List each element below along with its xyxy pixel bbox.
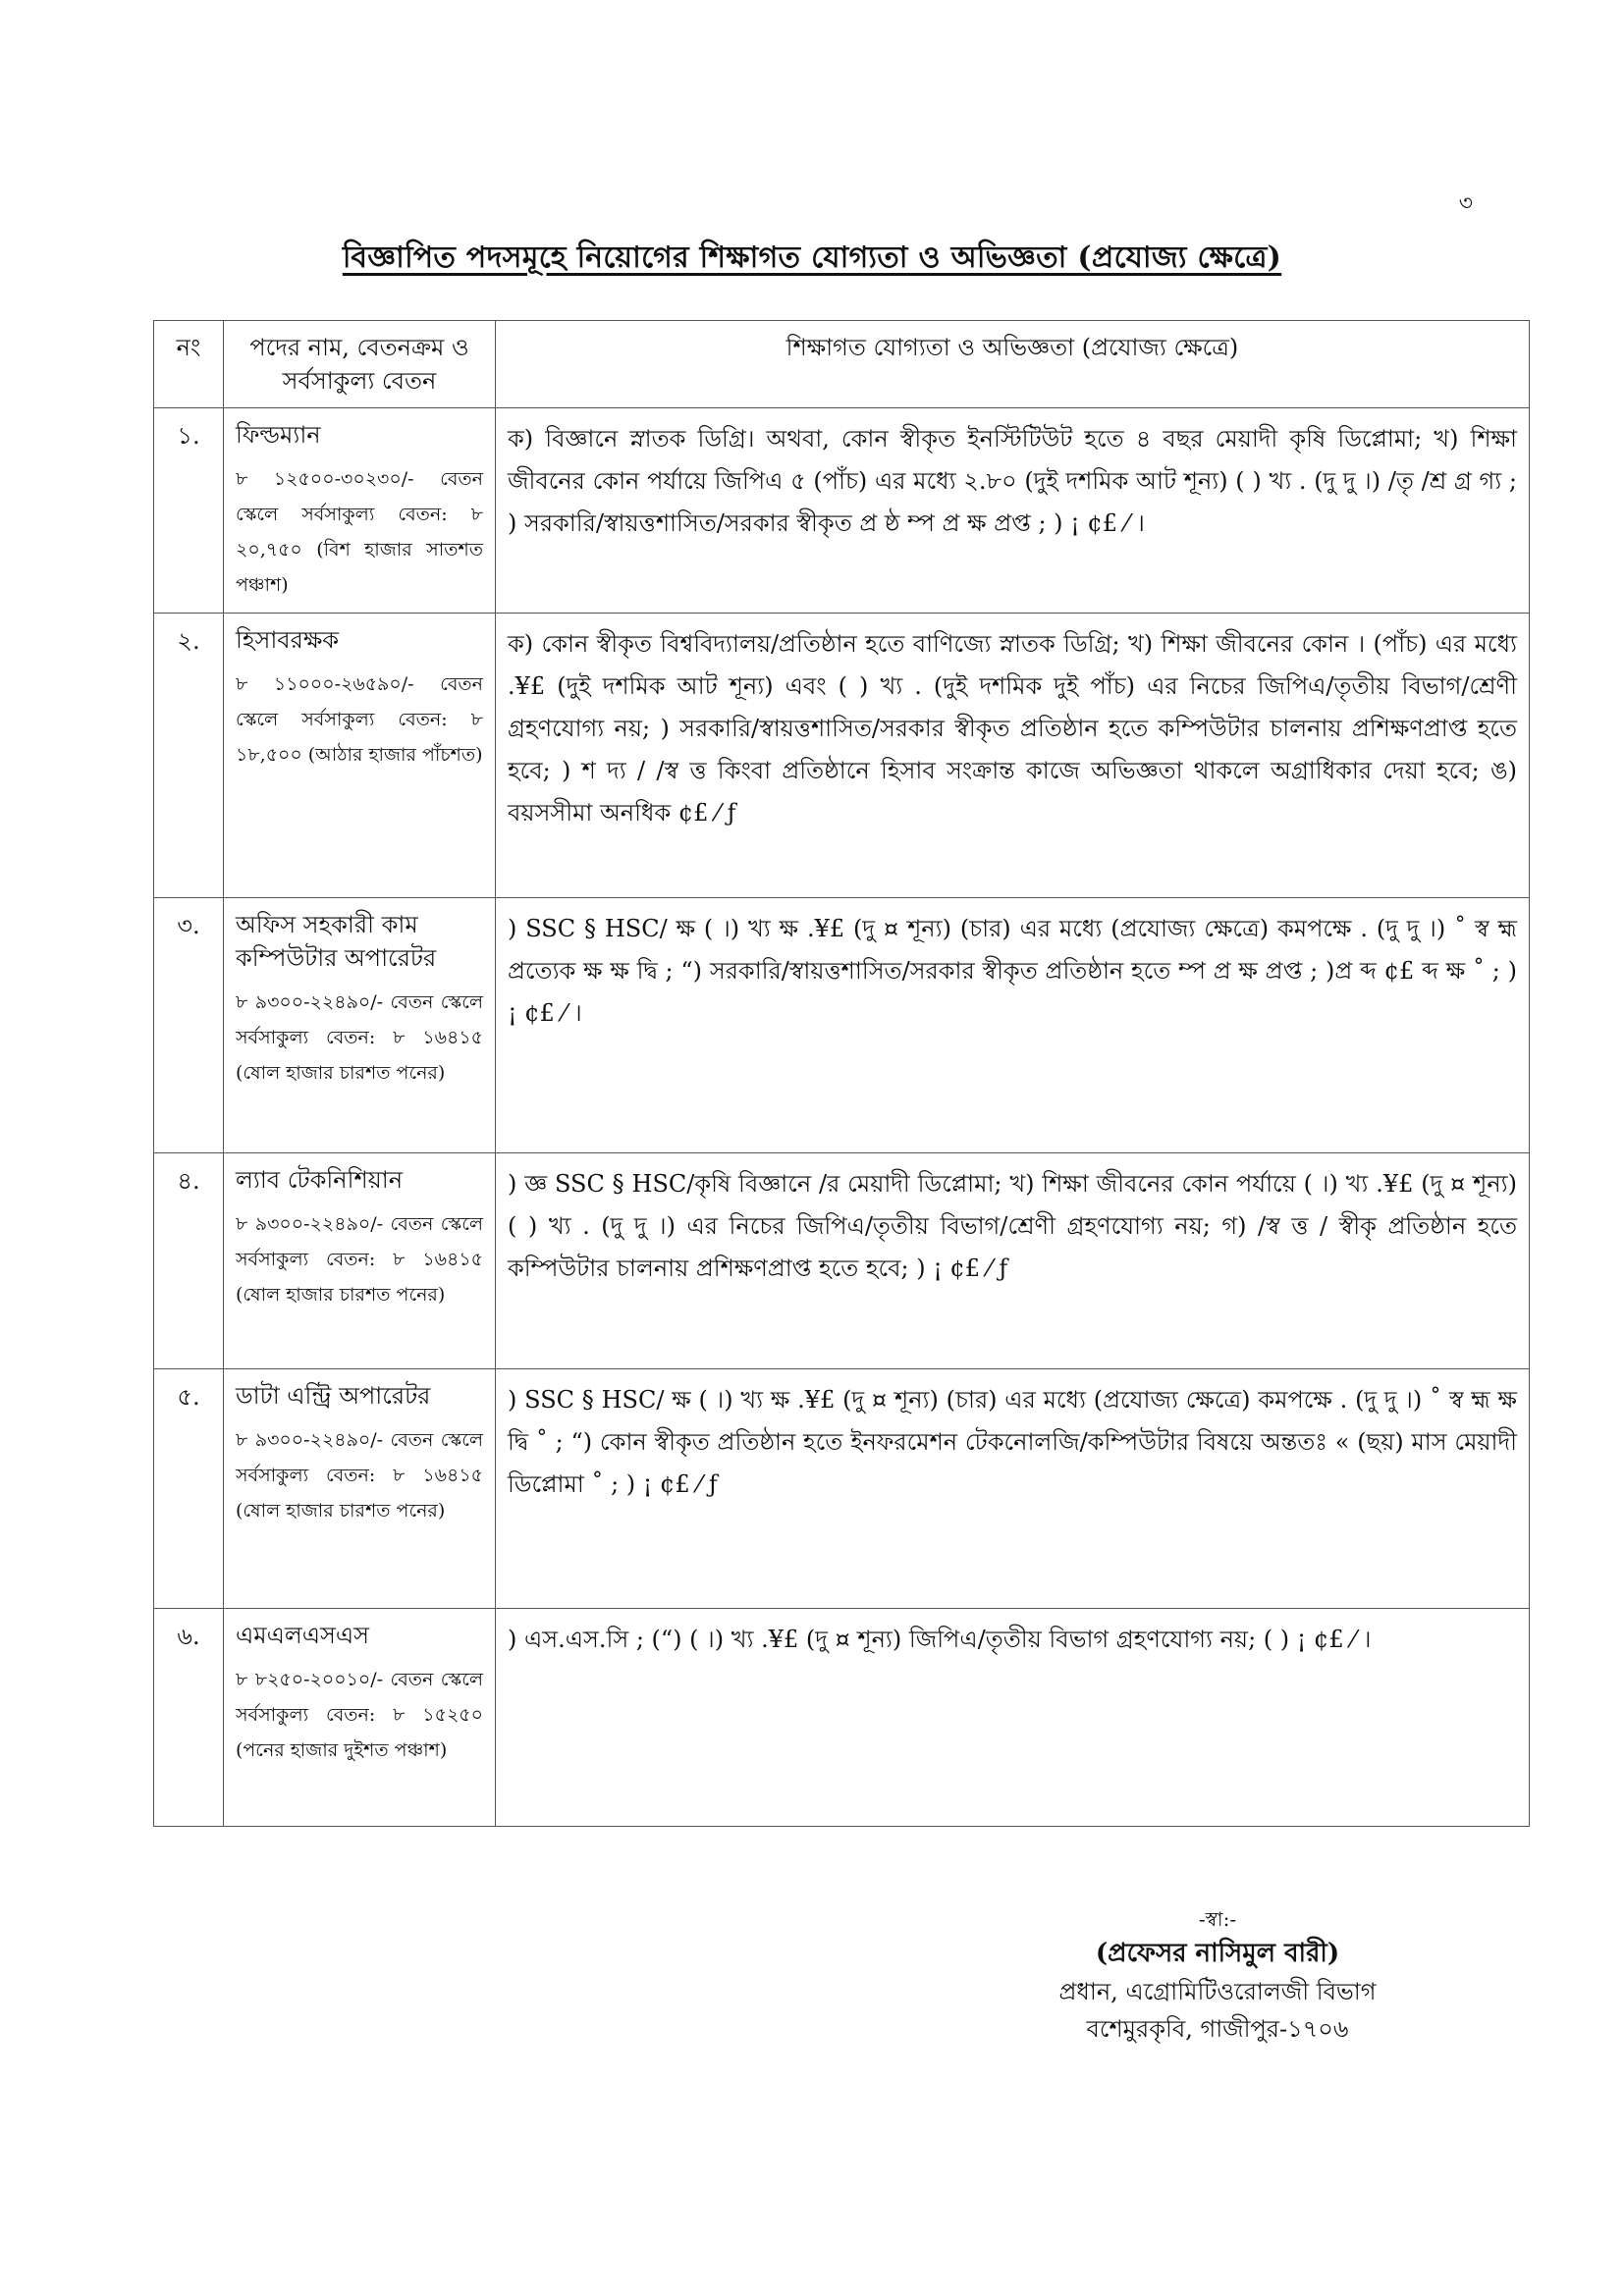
post-cell (224, 1153, 496, 1369)
qualification-table (153, 320, 1530, 1827)
header-qualification: শিক্ষাগত যোগ্যতা ও অভিজ্ঞতা (প্রযোজ্য ক্ষেত্রে) (496, 321, 1530, 408)
header-post: পদের নাম, বেতনক্রম ও সর্বসাকুল্য বেতন (224, 321, 496, 408)
signatory-name: (প্রফেসর নাসিমুল বারী) (1095, 1939, 1340, 1968)
table-row (154, 1153, 1530, 1369)
post-cell (224, 1369, 496, 1609)
row-number: ৩. (154, 898, 224, 1153)
post-name: ফিল্ডম্যান (236, 421, 321, 449)
post-cell (224, 614, 496, 898)
table-header-row (154, 321, 1530, 408)
post-pay-scale: ৮ ১২৫০০-৩০২৩০/- বেতন স্কেলে সর্বসাকুল্য বেতন: ৮ ২০,৭৫০ (বিশ হাজার সাতশত পঞ্চাশ) (236, 468, 483, 596)
document-title: বিজ্ঞাপিত পদসমূহে নিয়োগের শিক্ষাগত যোগ্যতা ও অভিজ্ঞতা (প্রযোজ্য ক্ষেত্রে) (342, 240, 1282, 275)
post-cell (224, 898, 496, 1153)
post-name: অফিস সহকারী কাম কম্পিউটার অপারেটর (236, 911, 437, 972)
row-number: ১. (154, 408, 224, 614)
row-number: ৬. (154, 1609, 224, 1827)
header-no: নং (154, 321, 224, 408)
qualification-text: ক) বিজ্ঞানে স্নাতক ডিগ্রি। অথবা, কোন স্বীকৃত ইনস্টিটিউট হতে ৪ বছর মেয়াদী কৃষি ডিপ্লোমা; খ) শিক্ষা জীবনের কোন পর্যায়ে জিপিএ ৫ (পাঁচ) এর মধ্যে ২.৮০ (দুই দশমিক আট শূন্য) ( ) খ্য . (দু দু ।) /তৃ /শ্র গ্র গ্য ; ) সরকারি/স্বায়ত্তশাসিত/সরকার স্বীকৃত প্র ষ্ঠ ম্প প্র ক্ষ প্রপ্ত ; ) ¡ ¢£ ⁄ । (496, 408, 1530, 614)
row-number: ৪. (154, 1153, 224, 1369)
post-pay-scale: ৮ ১১০০০-২৬৫৯০/- বেতন স্কেলে সর্বসাকুল্য বেতন: ৮ ১৮,৫০০ (আঠার হাজার পাঁচশত) (236, 673, 483, 766)
post-name: ল্যাব টেকনিশিয়ান (236, 1166, 404, 1194)
qualification-text: ) SSC § HSC/ ক্ষ ( ।) খ্য ক্ষ .¥£ (দু ¤ শূন্য) (চার) এর মধ্যে (প্রযোজ্য ক্ষেত্রে) কমপক্ষে . (দু দু ।) ˚ স্ব হ্ম ক্ষ দ্বি ˚ ; “) কোন স্বীকৃত প্রতিষ্ঠান হতে ইনফরমেশন টেকনোলজি/কম্পিউটার বিষয়ে অন্ততঃ « (ছয়) মাস মেয়াদী ডিপ্লোমা ˚ ; ) ¡ ¢£ ⁄ ƒ (496, 1369, 1530, 1609)
signatory-institution: বশেমুরকৃবি, গাজীপুর-১৭০৬ (1086, 2015, 1349, 2043)
qualification-text: ) SSC § HSC/ ক্ষ ( ।) খ্য ক্ষ .¥£ (দু ¤ শূন্য) (চার) এর মধ্যে (প্রযোজ্য ক্ষেত্রে) কমপক্ষে . (দু দু ।) ˚ স্ব হ্ম প্রত্যেক ক্ষ ক্ষ দ্বি ; “) সরকারি/স্বায়ত্তশাসিত/সরকার স্বীকৃত প্রতিষ্ঠান হতে ম্প প্র ক্ষ প্রপ্ত ; )প্র ব্দ ¢£ ব্দ ক্ষ ˚ ; ) ¡ ¢£ ⁄ । (496, 898, 1530, 1153)
qualification-text: ) জ্ঞ SSC § HSC/কৃষি বিজ্ঞানে /র মেয়াদী ডিপ্লোমা; খ) শিক্ষা জীবনের কোন পর্যায়ে ( ।) খ্য .¥£ (দু ¤ শূন্য) ( ) খ্য . (দু দু ।) এর নিচের জিপিএ/তৃতীয় বিভাগ/শ্রেণী গ্রহণযোগ্য নয়; গ) /স্ব ত্ত / স্বীকৃ প্রতিষ্ঠান হতে কম্পিউটার চালনায় প্রশিক্ষণপ্রাপ্ত হতে হবে; ) ¡ ¢£ ⁄ ƒ (496, 1153, 1530, 1369)
post-name: এমএলএসএস (236, 1622, 369, 1649)
table-row (154, 1369, 1530, 1609)
table-row (154, 408, 1530, 614)
signature-block (1031, 1904, 1404, 2048)
signatory-designation: প্রধান, এগ্রোমিটিওরোলজী বিভাগ (1058, 1978, 1377, 2005)
post-name: হিসাবরক্ষক (236, 626, 340, 654)
post-cell (224, 1609, 496, 1827)
page-number: ৩ (1458, 191, 1473, 216)
qualification-text: ) এস.এস.সি ; (“) ( ।) খ্য .¥£ (দু ¤ শূন্য) জিপিএ/তৃতীয় বিভাগ গ্রহণযোগ্য নয়; ( ) ¡ ¢£ ⁄ । (496, 1609, 1530, 1827)
table-row (154, 1609, 1530, 1827)
post-pay-scale: ৮ ৮২৫০-২০০১০/- বেতন স্কেলে সর্বসাকুল্য বেতন: ৮ ১৫২৫০ (পনের হাজার দুইশত পঞ্চাশ) (236, 1669, 483, 1761)
row-number: ২. (154, 614, 224, 898)
post-pay-scale: ৮ ৯৩০০-২২৪৯০/- বেতন স্কেলে সর্বসাকুল্য বেতন: ৮ ১৬৪১৫ (ষোল হাজার চারশত পনের) (236, 991, 483, 1084)
post-name: ডাটা এন্ট্রি অপারেটর (236, 1382, 431, 1410)
row-number: ৫. (154, 1369, 224, 1609)
signature-mark: -স্বা:- (1198, 1907, 1237, 1931)
table-row (154, 614, 1530, 898)
table-row (154, 898, 1530, 1153)
post-pay-scale: ৮ ৯৩০০-২২৪৯০/- বেতন স্কেলে সর্বসাকুল্য বেতন: ৮ ১৬৪১৫ (ষোল হাজার চারশত পনের) (236, 1429, 483, 1522)
post-cell (224, 408, 496, 614)
post-pay-scale: ৮ ৯৩০০-২২৪৯০/- বেতন স্কেলে সর্বসাকুল্য বেতন: ৮ ১৬৪১৫ (ষোল হাজার চারশত পনের) (236, 1213, 483, 1306)
qualification-text: ক) কোন স্বীকৃত বিশ্ববিদ্যালয়/প্রতিষ্ঠান হতে বাণিজ্যে স্নাতক ডিগ্রি; খ) শিক্ষা জীবনের কোন । (পাঁচ) এর মধ্যে .¥£ (দুই দশমিক আট শূন্য) এবং ( ) খ্য . (দুই দশমিক দুই পাঁচ) এর নিচের জিপিএ/তৃতীয় বিভাগ/শ্রেণী গ্রহণযোগ্য নয়; ) সরকারি/স্বায়ত্তশাসিত/সরকার স্বীকৃত প্রতিষ্ঠান হতে কম্পিউটার চালনায় প্রশিক্ষণপ্রাপ্ত হতে হবে; ) শ দ্য / /স্ব ত্ত কিংবা প্রতিষ্ঠানে হিসাব সংক্রান্ত কাজে অভিজ্ঞতা থাকলে অগ্রাধিকার দেয়া হবে; ঙ) বয়সসীমা অনধিক ¢£ ⁄ ƒ (496, 614, 1530, 898)
